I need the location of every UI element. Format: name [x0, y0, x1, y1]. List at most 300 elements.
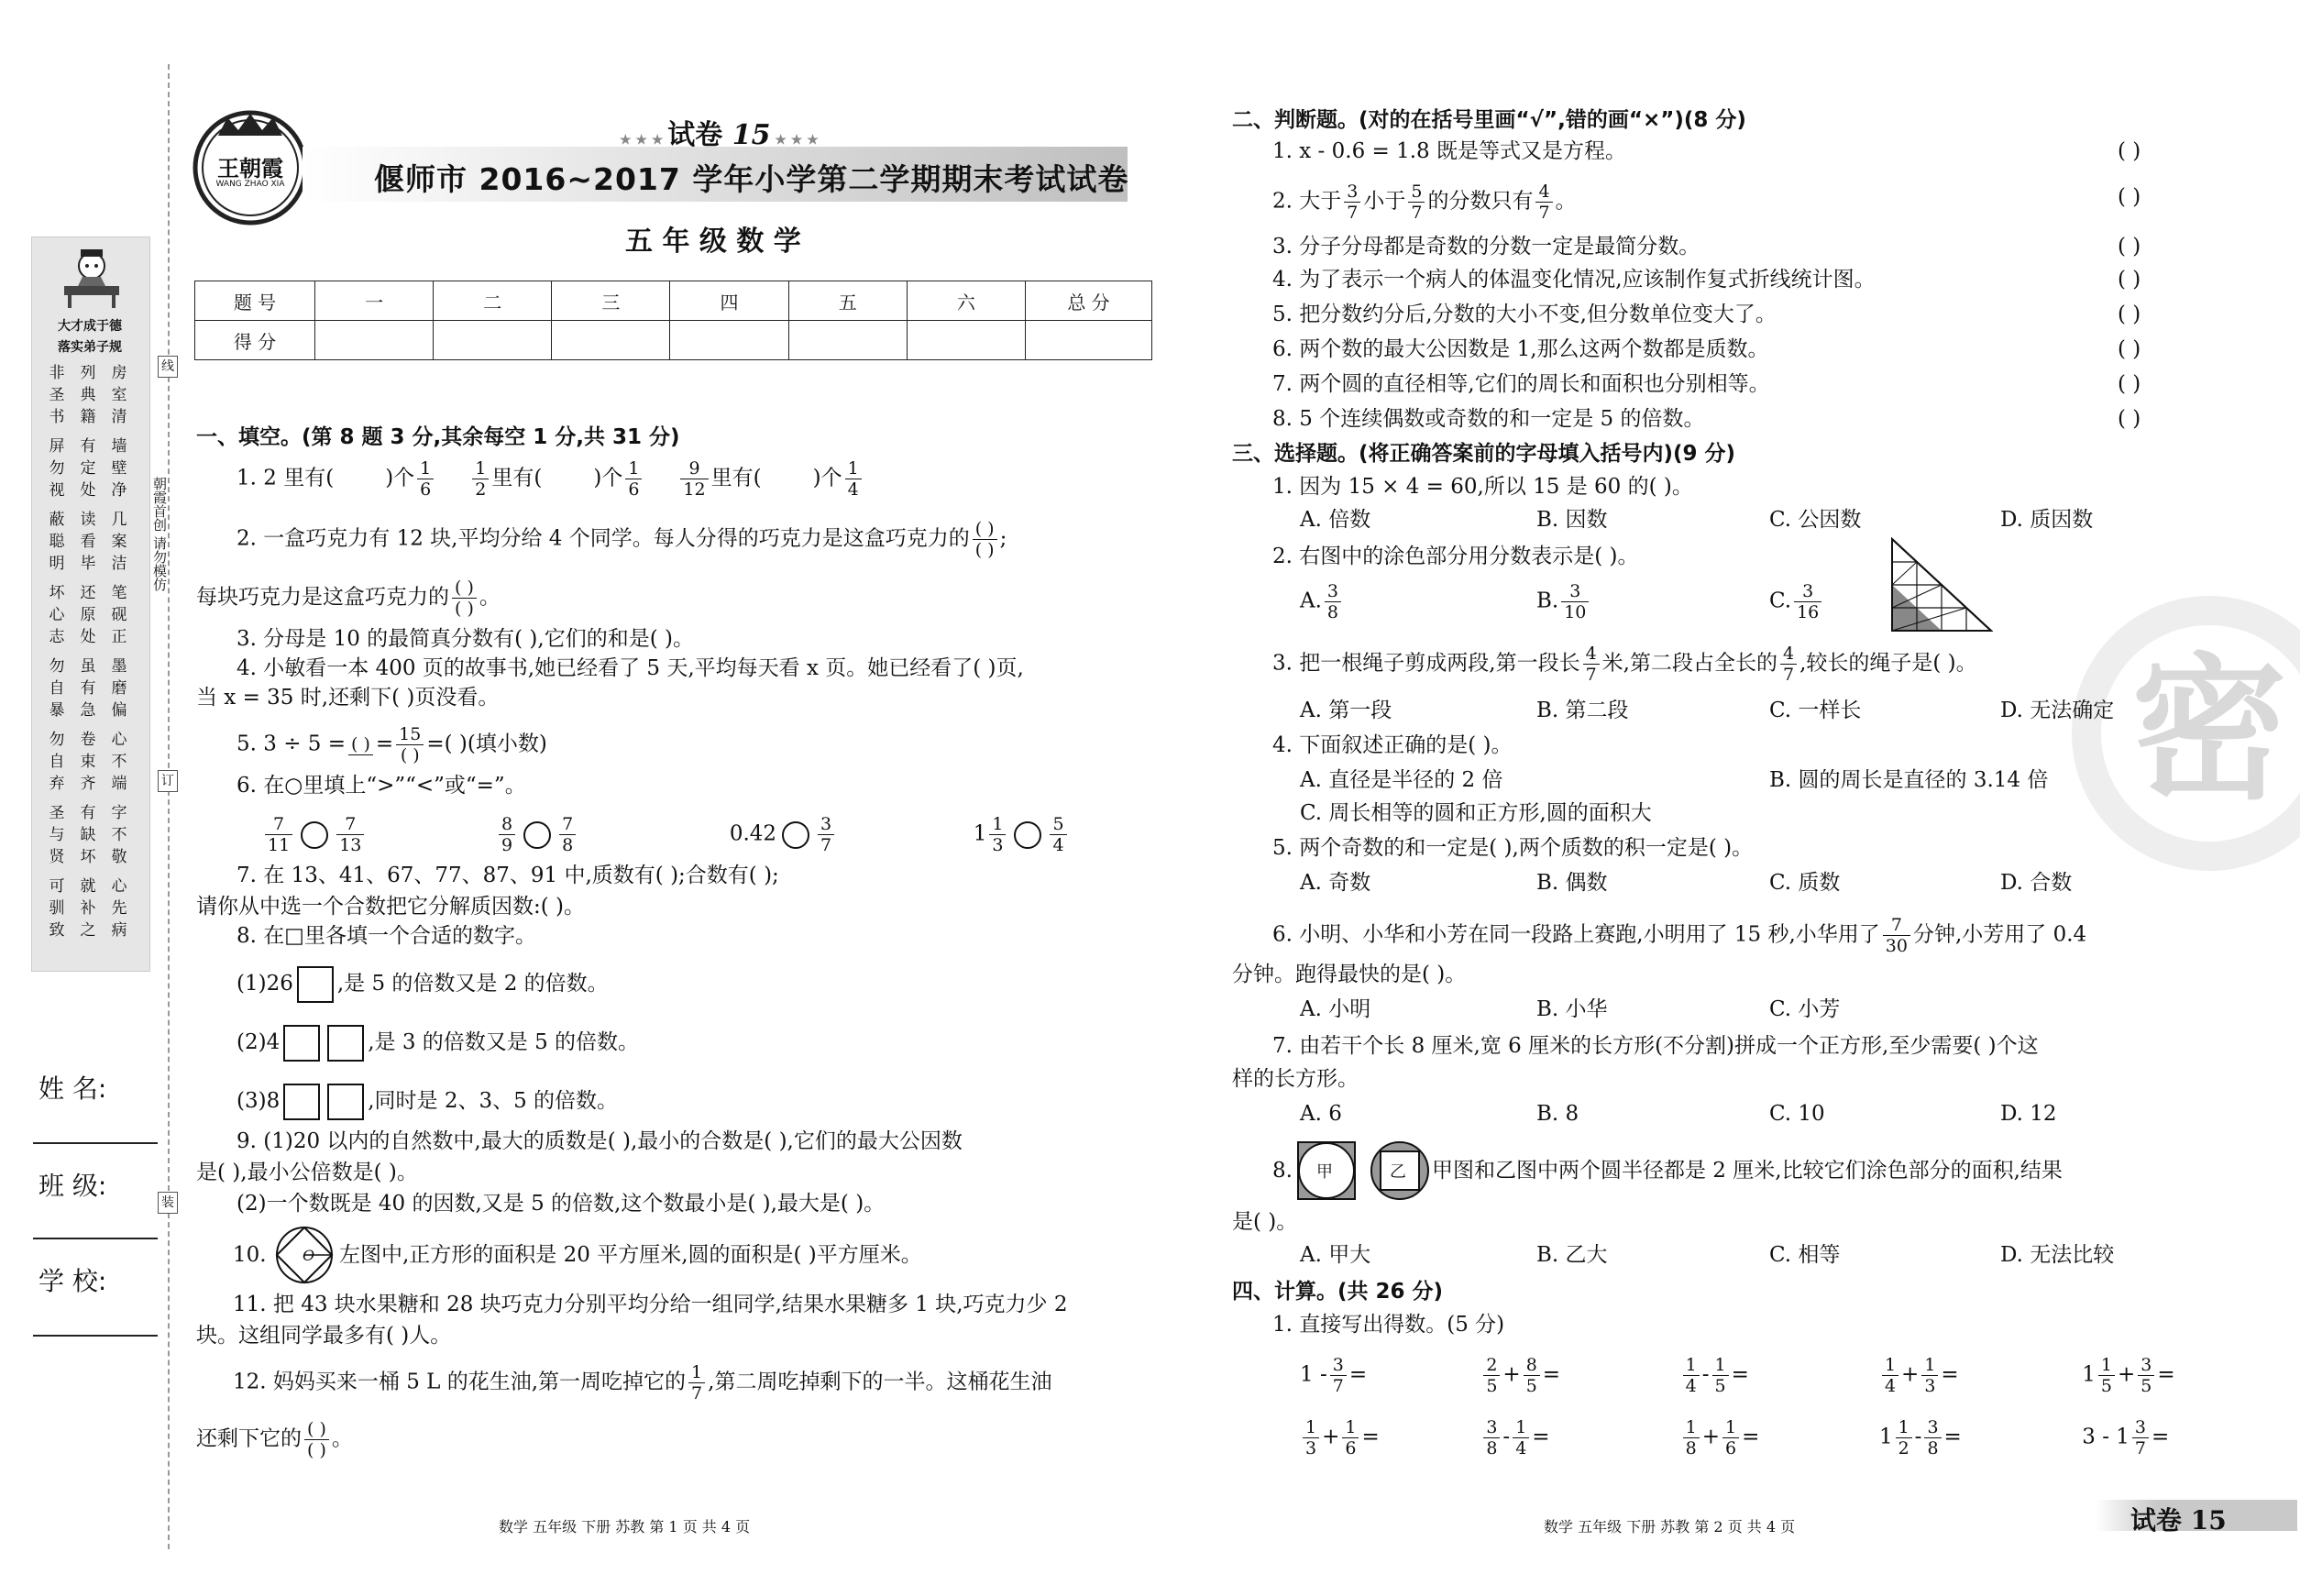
s3-q8-opt-d[interactable]: D. 无法比较 — [2000, 1243, 2115, 1267]
exam-subtitle: 五 年 级 数 学 — [625, 226, 801, 258]
text: 。 — [1555, 189, 1577, 214]
s2-q2 — [1272, 182, 1577, 223]
fold-mark-2: 订 — [158, 770, 178, 792]
s3-q6-opt-c[interactable]: C. 小芳 — [1769, 997, 1841, 1021]
s3-q1-opt-d[interactable]: D. 质因数 — [2000, 508, 2094, 532]
s3-q3-opt-d[interactable]: D. 无法确定 — [2000, 699, 2115, 722]
denominator: 9 — [501, 835, 513, 855]
s3-q8-opt-b[interactable]: B. 乙大 — [1536, 1243, 1608, 1267]
numerator: ( ) — [973, 519, 997, 540]
score-input[interactable] — [552, 321, 670, 360]
s1-q9a: 9. (1)20 以内的自然数中,最大的质数是( ),最小的合数是( ),它们的最大公因数 — [237, 1129, 963, 1153]
sidebar-verse-char: 案 — [111, 533, 127, 551]
denominator: 7 — [1332, 1376, 1344, 1396]
s3-q6-opt-a[interactable]: A. 小明 — [1300, 997, 1371, 1021]
sidebar-verse-char: 室 — [111, 386, 127, 404]
text: ,同时是 2、3、5 的倍数。 — [368, 1089, 619, 1113]
s3-q4-opt-b[interactable]: B. 圆的周长是直径的 3.14 倍 — [1769, 768, 2049, 792]
section3-heading: 三、选择题。(将正确答案前的字母填入括号内)(9 分) — [1232, 442, 1736, 466]
sidebar-verse-char: 列 — [80, 364, 96, 382]
text: ,第二周吃掉剩下的一半。这桶花生油 — [708, 1370, 1052, 1394]
fraction — [1513, 1417, 1529, 1458]
fraction — [1683, 1355, 1700, 1396]
numerator: 1 — [1683, 1355, 1700, 1376]
fraction — [1330, 1355, 1347, 1396]
corner-badge: 试卷 15 — [2130, 1505, 2227, 1535]
s3-q1-opt-b[interactable]: B. 因数 — [1536, 508, 1608, 532]
text: - — [1701, 1362, 1710, 1387]
s3-q1-opt-a[interactable]: A. 倍数 — [1300, 508, 1371, 532]
s3-q4: 4. 下面叙述正确的是( )。 — [1272, 733, 1513, 757]
denominator: 5 — [1486, 1376, 1498, 1396]
denominator: 6 — [1345, 1438, 1357, 1458]
numerator: 1 — [2098, 1355, 2115, 1376]
text: 1 - — [1300, 1362, 1327, 1387]
text: )个 — [593, 466, 623, 490]
denominator: 7 — [1411, 203, 1423, 223]
text: ,是 3 的倍数又是 5 的倍数。 — [368, 1030, 640, 1054]
text: (3)8 — [237, 1089, 281, 1113]
s3-q2-opt-b[interactable] — [1536, 581, 1591, 622]
text: = — [1361, 1425, 1380, 1449]
text: (1)26 — [237, 972, 293, 996]
text: 1. 2 里有( — [237, 466, 335, 490]
sidebar-verse-char: 蔽 — [49, 511, 65, 529]
numerator: 9 — [680, 458, 708, 479]
sidebar-verse-char: 勿 — [49, 657, 65, 676]
sidebar-verse-char: 心 — [111, 877, 127, 896]
fraction — [1524, 1355, 1540, 1396]
s1-q7b: 请你从中选一个合数把它分解质因数:( )。 — [196, 895, 586, 919]
denominator: 8 — [1486, 1438, 1498, 1458]
s1-q4a: 4. 小敏看一本 400 页的故事书,她已经看了 5 天,平均每天看 x 页。她已经看了( )页, — [237, 656, 1024, 680]
sidebar-verse-char: 籍 — [80, 408, 96, 426]
compare-circle[interactable] — [301, 821, 328, 849]
numerator: ( ) — [452, 578, 477, 599]
numerator: 5 — [1408, 182, 1425, 203]
judge-answer-8[interactable]: ( ) — [2118, 407, 2141, 431]
s3-q3 — [1272, 644, 1977, 685]
text: + — [1901, 1362, 1920, 1387]
calc-item — [1879, 1417, 2075, 1458]
denominator: 30 — [1885, 936, 1908, 956]
numerator: 3 — [1344, 182, 1360, 203]
compare-circle[interactable] — [523, 821, 551, 849]
sidebar-verse-char: 齐 — [80, 775, 96, 793]
text: )个 — [385, 466, 415, 490]
sidebar-verse-char: 心 — [49, 606, 65, 624]
text: = — [1542, 1362, 1561, 1387]
score-cell: 五 — [788, 281, 907, 321]
s1-q4b: 当 x = 35 时,还剩下( )页没看。 — [196, 686, 500, 710]
score-cell: 四 — [670, 281, 788, 321]
digit-box[interactable] — [283, 1084, 320, 1120]
fraction — [1883, 915, 1910, 956]
score-input[interactable] — [907, 321, 1025, 360]
mixed-whole: 1 — [973, 821, 987, 846]
s3-q7b: 样的长方形。 — [1232, 1067, 1359, 1091]
sidebar-verse-char: 暴 — [49, 701, 65, 720]
text: + — [1502, 1362, 1521, 1387]
fraction — [680, 458, 708, 500]
judge-answer-4[interactable]: ( ) — [2118, 268, 2141, 292]
blank-fraction[interactable] — [973, 519, 997, 560]
denominator: 7 — [1585, 665, 1597, 685]
vertical-note-text: 朝霞首创 请勿模仿 — [151, 477, 168, 591]
sidebar-verse-char: 字 — [111, 804, 127, 822]
s1-q9b: 是( ),最小公倍数是( )。 — [196, 1161, 418, 1184]
sidebar-verse-char: 明 — [49, 555, 65, 573]
blank-fraction[interactable] — [452, 578, 477, 619]
sidebar-verse-char: 洁 — [111, 555, 127, 573]
denominator: ( ) — [400, 745, 420, 765]
numerator: 3 — [1924, 1417, 1941, 1438]
fraction — [1483, 1355, 1500, 1396]
fraction — [1561, 581, 1589, 622]
sidebar-verse-char: 看 — [80, 533, 96, 551]
sidebar-verse-char: 定 — [80, 459, 96, 478]
text: 还剩下它的 — [196, 1426, 302, 1451]
calc-item — [1480, 1355, 1673, 1396]
s3-q8-opt-a[interactable]: A. 甲大 — [1300, 1243, 1371, 1267]
text: = — [1731, 1362, 1749, 1387]
sidebar-verse-char: 坏 — [80, 848, 96, 866]
score-input[interactable] — [315, 321, 434, 360]
numerator: 1 — [989, 814, 1006, 835]
numerator: 3 — [1794, 581, 1821, 602]
denominator: 16 — [1797, 602, 1820, 622]
s3-q2-opt-a[interactable] — [1300, 581, 1344, 622]
s1-q12a — [233, 1362, 1051, 1403]
fraction — [625, 458, 642, 500]
judge-answer-6[interactable]: ( ) — [2118, 337, 2141, 361]
sidebar-slogan-2: 落实弟子规 — [58, 340, 122, 355]
numerator: 4 — [1535, 182, 1552, 203]
text: - — [1502, 1425, 1511, 1449]
mascot-icon — [55, 246, 128, 310]
fraction — [265, 814, 292, 855]
score-input[interactable] — [1026, 321, 1152, 360]
school-label: 学 校: — [39, 1266, 107, 1296]
s3-q5-opt-d[interactable]: D. 合数 — [2000, 871, 2073, 895]
calc-item — [1879, 1355, 2075, 1396]
s3-q8-num: 8. — [1272, 1159, 1293, 1183]
numerator: 3 — [1561, 581, 1589, 602]
numerator: ( ) — [304, 1419, 329, 1440]
text: = — [1532, 1425, 1550, 1449]
blank-fraction[interactable] — [348, 734, 373, 755]
s3-q5: 5. 两个奇数的和一定是( ),两个质数的积一定是( )。 — [1272, 836, 1754, 860]
denominator: ( ) — [455, 599, 474, 619]
brand-logo-text: 王朝霞 — [217, 156, 283, 182]
s3-q3-opt-c[interactable]: C. 一样长 — [1769, 699, 1862, 722]
s1-q8-1 — [237, 966, 609, 1003]
numerator: 8 — [1524, 1355, 1540, 1376]
denominator: 2 — [1898, 1438, 1909, 1458]
sidebar-verse-char: 正 — [111, 628, 127, 646]
denominator: 7 — [2134, 1438, 2147, 1458]
numerator: 5 — [1050, 814, 1066, 835]
text: 里有( — [491, 466, 543, 490]
s1-q8-2 — [237, 1025, 639, 1062]
fraction — [1483, 1417, 1500, 1458]
fraction — [1683, 1417, 1700, 1458]
s3-q5-opt-c[interactable]: C. 质数 — [1769, 871, 1841, 895]
school-line[interactable] — [33, 1335, 158, 1337]
denominator: 8 — [562, 835, 574, 855]
sidebar-verse-char: 视 — [49, 481, 65, 500]
text: = — [2151, 1425, 2170, 1449]
text: =( )(填小数) — [426, 732, 547, 756]
sidebar-verse-char: 屏 — [49, 437, 65, 456]
s1-q12c: 还剩下它的 $\frac{( )}{( )}$ 。 — [196, 1419, 353, 1460]
s3-q7a: 7. 由若干个长 8 厘米,宽 6 厘米的长方形(不分割)拼成一个正方形,至少需要( )个这 — [1272, 1034, 2039, 1058]
blank-fraction[interactable] — [396, 724, 424, 765]
numerator: 1 — [1712, 1355, 1729, 1376]
sidebar-verse-char: 圣 — [49, 804, 65, 822]
score-input[interactable] — [788, 321, 907, 360]
compare-circle[interactable] — [782, 821, 809, 849]
digit-box[interactable] — [327, 1025, 364, 1062]
text: 的分数只有 — [1427, 189, 1534, 214]
s1-q11a: 11. 把 43 块水果糖和 28 块巧克力分别平均分给一组同学,结果水果糖多 1 块,巧克力少 2 — [233, 1293, 1068, 1316]
exam-title: 偃师市 2016~2017 学年小学第二学期期末考试试卷 — [374, 161, 1129, 197]
denominator: 11 — [268, 835, 291, 855]
s3-q3-opt-b[interactable]: B. 第二段 — [1536, 699, 1629, 722]
denominator: 3 — [1305, 1438, 1317, 1458]
s3-q8-opt-c[interactable]: C. 相等 — [1769, 1243, 1841, 1267]
denominator: 5 — [1714, 1376, 1726, 1396]
s2-q8: 8. 5 个连续偶数或奇数的和一定是 5 的倍数。 — [1272, 407, 1705, 431]
fraction — [1794, 581, 1821, 622]
sidebar-slogan-1: 大才成于德 — [58, 319, 122, 334]
fraction — [818, 814, 834, 855]
fraction — [1342, 1417, 1359, 1458]
denominator: 4 — [1052, 835, 1064, 855]
s2-q7: 7. 两个圆的直径相等,它们的周长和面积也分别相等。 — [1272, 372, 1770, 396]
sidebar-verse-char: 偏 — [111, 701, 127, 720]
s1-q10-num: 10. — [233, 1243, 267, 1267]
numerator: 15 — [396, 724, 424, 745]
sidebar-verse-char: 几 — [111, 511, 127, 529]
judge-answer-7[interactable]: ( ) — [2118, 372, 2141, 396]
s3-q4-opt-c[interactable]: C. 周长相等的圆和正方形,圆的面积大 — [1300, 801, 1652, 825]
text: 小于 — [1363, 189, 1406, 214]
figure-jia-label: 甲 — [1316, 1162, 1333, 1182]
sidebar-verse-char: 毕 — [80, 555, 96, 573]
numerator: 2 — [1483, 1355, 1500, 1376]
denominator: 2 — [475, 479, 487, 500]
text: 6. 小明、小华和小芳在同一段路上赛跑,小明用了 15 秒,小华用了 — [1272, 922, 1880, 947]
score-cell: 总 分 — [1026, 281, 1152, 321]
text: C. — [1769, 589, 1792, 613]
fraction — [472, 458, 489, 500]
score-input[interactable] — [434, 321, 552, 360]
sidebar-verse-char: 勿 — [49, 731, 65, 749]
judge-answer-1[interactable]: ( ) — [2118, 139, 2141, 163]
name-line[interactable] — [33, 1142, 158, 1144]
fraction — [1325, 581, 1341, 622]
digit-box[interactable] — [327, 1084, 364, 1120]
s4-sub1: 1. 直接写出得数。(5 分) — [1272, 1313, 1505, 1337]
s3-q7-opt-d[interactable]: D. 12 — [2000, 1102, 2057, 1126]
fraction — [2098, 1355, 2115, 1396]
s3-q7-opt-b[interactable]: B. 8 — [1536, 1102, 1579, 1126]
judge-answer-3[interactable]: ( ) — [2118, 235, 2141, 259]
text: + — [2117, 1362, 2136, 1387]
text: 12. 妈妈买来一桶 5 L 的花生油,第一周吃掉它的 — [233, 1370, 687, 1394]
s1-q2b: 每块巧克力是这盒巧克力的 $\frac{( )}{( )}$ 。 — [196, 578, 501, 619]
score-table-header-row — [195, 281, 1152, 321]
s3-q5-opt-b[interactable]: B. 偶数 — [1536, 871, 1608, 895]
s1-q8: 8. 在□里各填一个合适的数字。 — [237, 924, 536, 948]
numerator: 3 — [1483, 1417, 1500, 1438]
s2-q1: 1. x - 0.6 = 1.8 既是等式又是方程。 — [1272, 139, 1626, 163]
score-cell: 三 — [552, 281, 670, 321]
fraction — [1712, 1355, 1729, 1396]
exam-badge — [620, 112, 819, 152]
fraction — [1722, 1417, 1739, 1458]
sidebar-verse-char: 急 — [80, 701, 96, 720]
sidebar-verse-char: 自 — [49, 753, 65, 771]
text: 1 — [2082, 1362, 2096, 1387]
text: 2. 一盒巧克力有 12 块,平均分给 4 个同学。每人分得的巧克力是这盒巧克力的 — [237, 526, 970, 551]
text: = — [1348, 1362, 1368, 1387]
numerator: 7 — [559, 814, 576, 835]
s3-q6-opt-b[interactable]: B. 小华 — [1536, 997, 1608, 1021]
sidebar-verse-char: 先 — [111, 899, 127, 918]
text: + — [1701, 1425, 1720, 1449]
s3-q6a — [1272, 915, 2086, 956]
score-cell: 题 号 — [195, 281, 315, 321]
numerator: 1 — [1882, 1355, 1898, 1376]
fraction — [845, 458, 862, 500]
s3-q4-opt-a[interactable]: A. 直径是半径的 2 倍 — [1300, 768, 1503, 792]
score-table-score-row — [195, 321, 1152, 360]
footer-left: 数学 五年级 下册 苏教 第 1 页 共 4 页 — [499, 1518, 751, 1535]
badge-stars-right: ★ ★ ★ — [770, 133, 819, 148]
s1-q5 — [237, 724, 547, 765]
calc-item — [1680, 1355, 1873, 1396]
sidebar-verse-char: 与 — [49, 826, 65, 844]
badge-num: 15 — [732, 119, 771, 151]
sidebar-verse-grid — [48, 363, 136, 954]
score-cell: 一 — [315, 281, 434, 321]
calc-item — [1680, 1417, 1873, 1458]
badge-label: 试卷 — [667, 119, 723, 151]
digit-box[interactable] — [283, 1025, 320, 1062]
sidebar-verse-char: 病 — [111, 921, 127, 940]
numerator: 1 — [1683, 1417, 1700, 1438]
sidebar-verse-char: 有 — [80, 437, 96, 456]
fraction — [1882, 1355, 1898, 1396]
s3-q7-opt-c[interactable]: C. 10 — [1769, 1102, 1825, 1126]
vertical-note — [151, 477, 170, 595]
s3-q1: 1. 因为 15 × 4 = 60,所以 15 是 60 的( )。 — [1272, 475, 1693, 499]
blank-fraction[interactable] — [304, 1419, 329, 1460]
denominator: 6 — [420, 479, 432, 500]
sidebar-verse-char: 有 — [80, 679, 96, 698]
sidebar-verse-char: 卷 — [80, 731, 96, 749]
numerator: 7 — [265, 814, 292, 835]
text: 3. 把一根绳子剪成两段,第一段长 — [1272, 651, 1580, 676]
sidebar-verse-char: 书 — [49, 408, 65, 426]
sidebar-verse-char: 束 — [80, 753, 96, 771]
fraction — [1050, 814, 1066, 855]
fraction — [688, 1362, 705, 1403]
svg-text:密: 密 — [2130, 640, 2288, 821]
s2-q6: 6. 两个数的最大公因数是 1,那么这两个数都是质数。 — [1272, 337, 1769, 361]
text: - — [1914, 1425, 1922, 1449]
denominator: 4 — [847, 479, 859, 500]
s3-q1-opt-c[interactable]: C. 公因数 — [1769, 508, 1862, 532]
fraction — [559, 814, 576, 855]
sidebar-verse-char: 可 — [49, 877, 65, 896]
s3-q3-opt-a[interactable]: A. 第一段 — [1300, 699, 1392, 722]
s3-q7-opt-a[interactable]: A. 6 — [1300, 1102, 1342, 1126]
score-cell: 得 分 — [195, 321, 315, 360]
sidebar-verse-char: 不 — [111, 826, 127, 844]
s2-q4: 4. 为了表示一个病人的体温变化情况,应该制作复式折线统计图。 — [1272, 268, 1876, 292]
s1-q11b: 块。这组同学最多有( )人。 — [196, 1324, 452, 1348]
section4-heading: 四、计算。(共 26 分) — [1232, 1280, 1444, 1304]
sidebar-verse-char: 坏 — [49, 584, 65, 602]
sidebar-verse-char: 砚 — [111, 606, 127, 624]
s3-q2-opt-c[interactable] — [1769, 581, 1824, 622]
denominator: 7 — [1538, 203, 1550, 223]
sidebar-verse-char: 志 — [49, 628, 65, 646]
text: = — [2157, 1362, 2175, 1387]
numerator: 1 — [417, 458, 434, 479]
sidebar-verse-char: 缺 — [80, 826, 96, 844]
sidebar-verse-char: 致 — [49, 921, 65, 940]
badge-stars-left: ★ ★ ★ — [620, 133, 668, 148]
score-input[interactable] — [670, 321, 788, 360]
calc-item — [2082, 1417, 2169, 1458]
numerator: 1 — [1513, 1417, 1529, 1438]
sidebar-verse-char: 敬 — [111, 848, 127, 866]
fraction — [989, 814, 1006, 855]
fraction — [2132, 1417, 2149, 1458]
sidebar-verse-char: 处 — [80, 628, 96, 646]
fraction — [1896, 1417, 1912, 1458]
text: A. — [1300, 589, 1322, 613]
fraction — [2138, 1355, 2154, 1396]
denominator: 8 — [1326, 602, 1339, 622]
score-table — [194, 281, 1152, 360]
fraction — [1303, 1417, 1319, 1458]
judge-answer-5[interactable]: ( ) — [2118, 303, 2141, 326]
sidebar-verse-char: 原 — [80, 606, 96, 624]
digit-box[interactable] — [297, 966, 334, 1003]
sidebar-verse-char: 圣 — [49, 386, 65, 404]
denominator: 3 — [1924, 1376, 1936, 1396]
sidebar-verse-char: 非 — [49, 364, 65, 382]
fraction — [1924, 1417, 1941, 1458]
score-cell: 六 — [907, 281, 1025, 321]
text: = — [375, 732, 394, 756]
text: = — [1941, 1362, 1959, 1387]
s3-q5-opt-a[interactable]: A. 奇数 — [1300, 871, 1371, 895]
denominator: 6 — [628, 479, 640, 500]
class-line[interactable] — [33, 1238, 158, 1239]
s3-q2: 2. 右图中的涂色部分用分数表示是( )。 — [1272, 545, 1639, 568]
compare-circle[interactable] — [1014, 821, 1041, 849]
denominator: 8 — [1927, 1438, 1939, 1458]
fraction — [1344, 182, 1360, 223]
fraction — [1583, 644, 1600, 685]
judge-answer-2[interactable]: ( ) — [2118, 185, 2141, 209]
